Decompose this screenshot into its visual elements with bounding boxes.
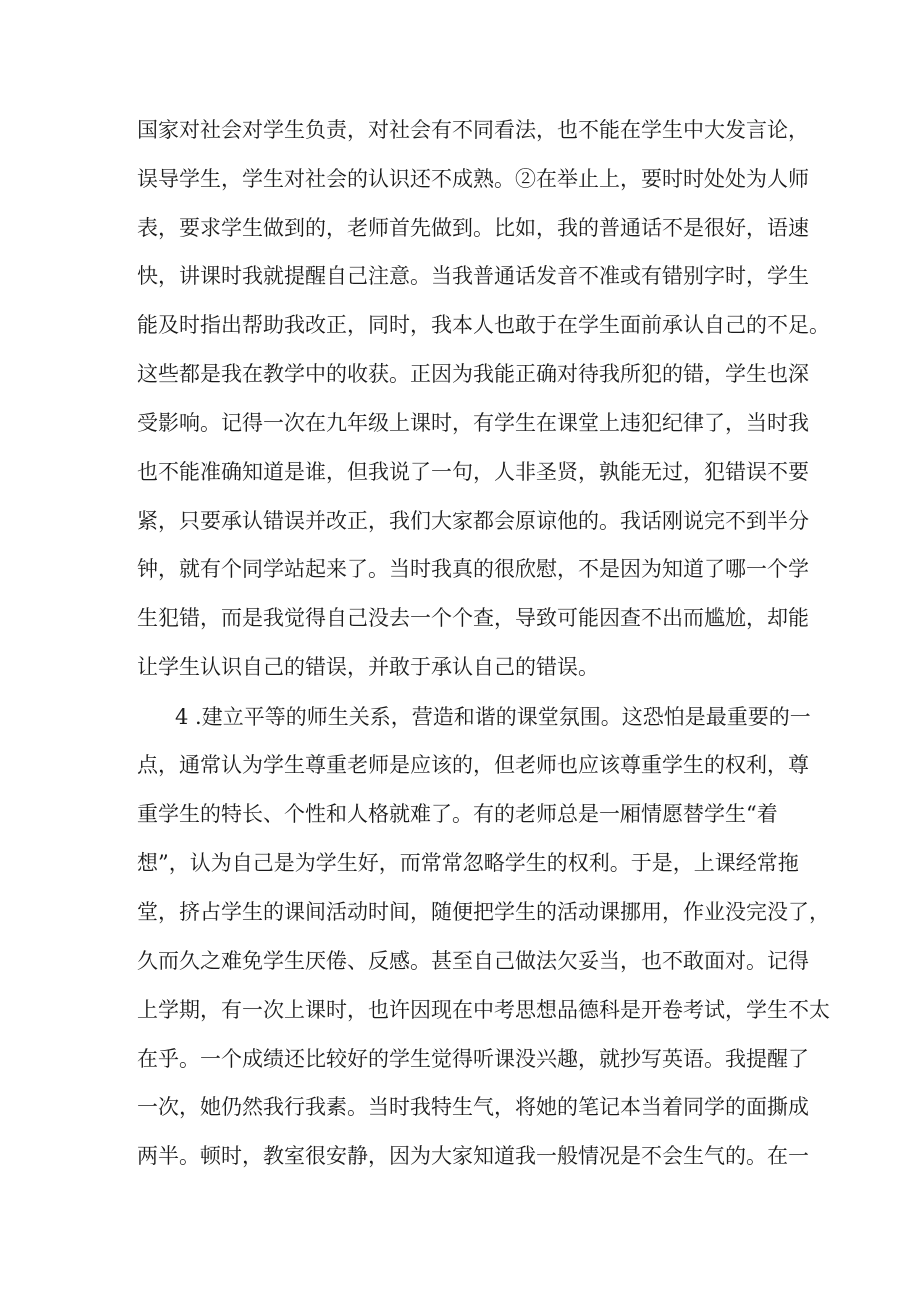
text-line: 也不能准确知道是谁，但我说了一句，人非圣贤，孰能无过，犯错误不要 [137,460,809,484]
text-line: 想”，认为自己是为学生好，而常常忽略学生的权利。于是，上课经常拖 [137,851,799,875]
text-line: 堂，挤占学生的课间活动时间，随便把学生的活动课挪用，作业没完没了， [137,900,830,924]
text-line: 久而久之难免学生厌倦、反感。甚至自己做法欠妥当，也不敢面对。记得 [137,949,809,973]
text-line: 表，要求学生做到的，老师首先做到。比如，我的普通话不是很好，语速 [137,216,809,240]
text-line: 这些都是我在教学中的收获。正因为我能正确对待我所犯的错，学生也深 [137,362,809,386]
text-line: 点，通常认为学生尊重老师是应该的，但老师也应该尊重学生的权利，尊 [137,753,809,777]
text-line: 在乎。一个成绩还比较好的学生觉得听课没兴趣，就抄写英语。我提醒了 [137,1047,809,1071]
text-line: 钟，就有个同学站起来了。当时我真的很欣慰，不是因为知道了哪一个学 [137,557,809,581]
text-line: 能及时指出帮助我改正，同时，我本人也敢于在学生面前承认自己的不足。 [137,313,830,337]
text-line: 上学期，有一次上课时，也许因现在中考思想品德科是开卷考试，学生不太 [137,998,830,1022]
text-line: 两半。顿时，教室很安静，因为大家知道我一般情况是不会生气的。在一 [137,1144,809,1168]
text-line: 让学生认识自己的错误，并敢于承认自己的错误。 [137,655,599,679]
text-line: 重学生的特长、个性和人格就难了。有的老师总是一厢情愿替学生“着 [137,802,778,826]
text-line: 受影响。记得一次在九年级上课时，有学生在课堂上违犯纪律了，当时我 [137,411,809,435]
text-line: 紧，只要承认错误并改正，我们大家都会原谅他的。我话刚说完不到半分 [137,509,809,533]
text-line: 4 .建立平等的师生关系，营造和谐的课堂氛围。这恐怕是最重要的一 [175,705,811,729]
text-line: 一次，她仍然我行我素。当时我特生气，将她的笔记本当着同学的面撕成 [137,1095,809,1119]
text-line: 误导学生，学生对社会的认识还不成熟。②在举止上，要时时处处为人师 [137,167,809,191]
text-line: 国家对社会对学生负责，对社会有不同看法，也不能在学生中大发言论， [137,118,809,142]
text-line: 生犯错，而是我觉得自己没去一个个查，导致可能因查不出而尴尬，却能 [137,606,809,630]
text-line: 快，讲课时我就提醒自己注意。当我普通话发音不准或有错别字时，学生 [137,264,809,288]
